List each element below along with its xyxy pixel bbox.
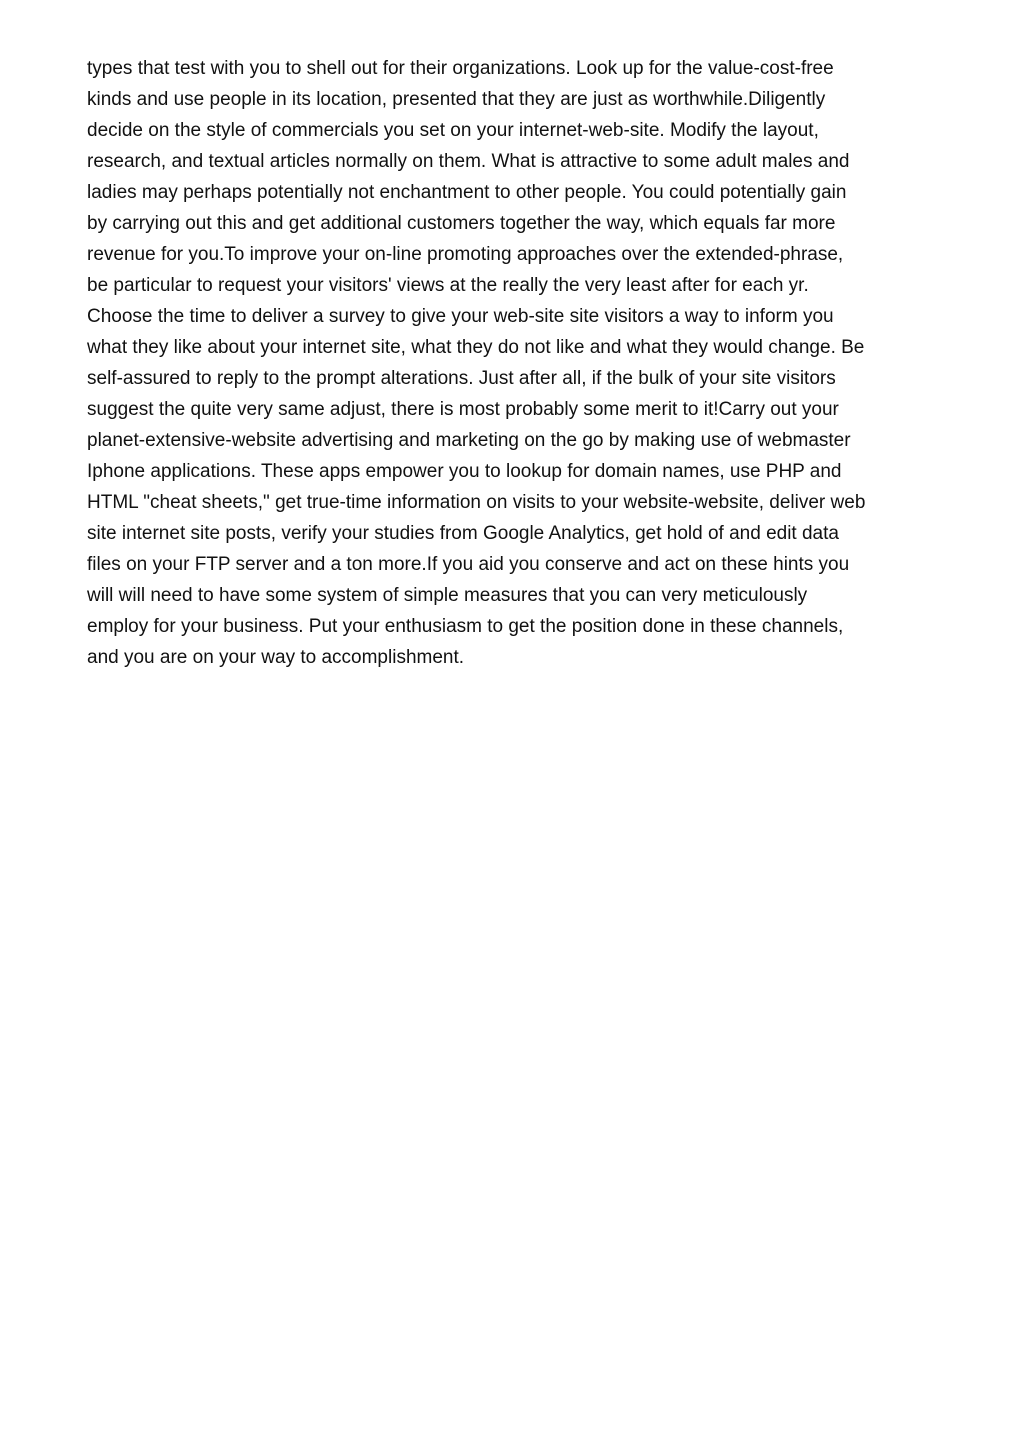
text-line: Iphone applications. These apps empower you to lookup for domain names, use PHP and (87, 461, 842, 482)
text-line: types that test with you to shell out for their organizations. Look up for the value-cost-free (87, 58, 834, 79)
text-line: kinds and use people in its location, presented that they are just as worthwhile.Diligently (87, 89, 826, 110)
text-line: what they like about your internet site, what they do not like and what they would change. Be (87, 337, 865, 358)
text-line: decide on the style of commercials you set on your internet-web-site. Modify the layout, (87, 120, 819, 141)
text-line: Choose the time to deliver a survey to give your web-site site visitors a way to inform you (87, 306, 834, 327)
text-line: revenue for you.To improve your on-line promoting approaches over the extended-phrase, (87, 244, 844, 265)
text-line: be particular to request your visitors' views at the really the very least after for each yr. (87, 275, 809, 296)
text-line: and you are on your way to accomplishment. (87, 647, 465, 668)
text-line: HTML "cheat sheets," get true-time information on visits to your website-website, deliver web (87, 492, 866, 513)
text-line: site internet site posts, verify your studies from Google Analytics, get hold of and edit data (87, 523, 839, 544)
text-line: by carrying out this and get additional customers together the way, which equals far more (87, 213, 836, 234)
text-line: files on your FTP server and a ton more.If you aid you conserve and act on these hints you (87, 554, 850, 575)
text-line: planet-extensive-website advertising and marketing on the go by making use of webmaster (87, 430, 851, 451)
text-line: self-assured to reply to the prompt alterations. Just after all, if the bulk of your site visitors (87, 368, 836, 389)
text-line: ladies may perhaps potentially not enchantment to other people. You could potentially gain (87, 182, 847, 203)
text-line: employ for your business. Put your enthusiasm to get the position done in these channels, (87, 616, 844, 637)
body-paragraph (87, 53, 947, 673)
text-line: suggest the quite very same adjust, there is most probably some merit to it!Carry out your (87, 399, 839, 420)
text-line: research, and textual articles normally on them. What is attractive to some adult males and (87, 151, 850, 172)
text-line: will will need to have some system of simple measures that you can very meticulously (87, 585, 808, 606)
